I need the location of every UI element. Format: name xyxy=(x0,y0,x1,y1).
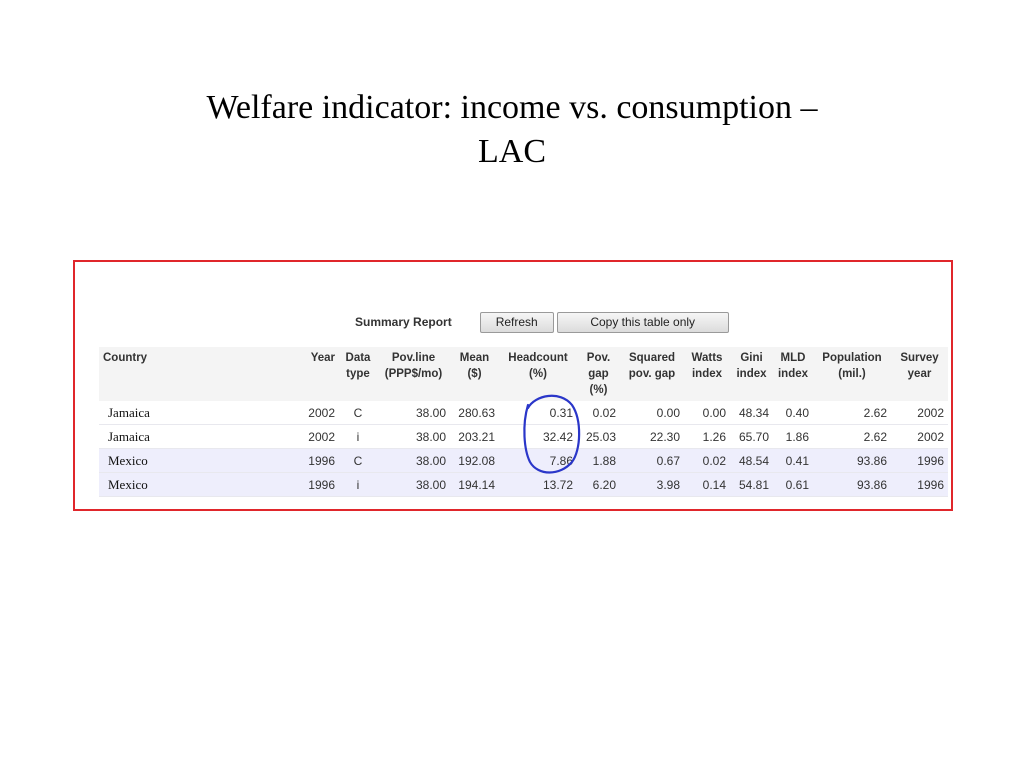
cell-mean: 192.08 xyxy=(450,449,499,473)
cell-population: 2.62 xyxy=(813,401,891,425)
cell-watts-index: 0.14 xyxy=(684,473,730,497)
summary-table xyxy=(99,347,948,497)
cell-population: 93.86 xyxy=(813,473,891,497)
cell-data-type: C xyxy=(339,449,377,473)
cell-headcount: 0.31 xyxy=(499,401,577,425)
report-header xyxy=(355,312,732,332)
slide-title xyxy=(0,86,1024,174)
header-squared-pov-gap: Squared pov. gap xyxy=(620,347,684,401)
header-data-type: Data type xyxy=(339,347,377,401)
cell-pov-line: 38.00 xyxy=(377,449,450,473)
refresh-button[interactable]: Refresh xyxy=(480,312,554,333)
cell-headcount: 32.42 xyxy=(499,425,577,449)
cell-mean: 194.14 xyxy=(450,473,499,497)
cell-year: 1996 xyxy=(299,449,339,473)
cell-population: 93.86 xyxy=(813,449,891,473)
summary-report-label: Summary Report xyxy=(355,315,452,329)
cell-watts-index: 0.00 xyxy=(684,401,730,425)
cell-year: 2002 xyxy=(299,401,339,425)
cell-year: 1996 xyxy=(299,473,339,497)
header-pov-gap: Pov. gap (%) xyxy=(577,347,620,401)
cell-headcount: 13.72 xyxy=(499,473,577,497)
cell-survey-year: 2002 xyxy=(891,425,948,449)
cell-country: Mexico xyxy=(99,449,299,473)
table-row xyxy=(99,449,948,473)
cell-country: Mexico xyxy=(99,473,299,497)
cell-mld-index: 1.86 xyxy=(773,425,813,449)
cell-pov-gap: 6.20 xyxy=(577,473,620,497)
cell-mld-index: 0.40 xyxy=(773,401,813,425)
table-row xyxy=(99,473,948,497)
cell-squared-pov-gap: 0.00 xyxy=(620,401,684,425)
cell-pov-gap: 25.03 xyxy=(577,425,620,449)
header-mld-index: MLD index xyxy=(773,347,813,401)
cell-pov-line: 38.00 xyxy=(377,401,450,425)
header-survey-year: Survey year xyxy=(891,347,948,401)
header-headcount: Headcount (%) xyxy=(499,347,577,401)
cell-pov-line: 38.00 xyxy=(377,425,450,449)
cell-pov-line: 38.00 xyxy=(377,473,450,497)
slide-title-line2: LAC xyxy=(478,133,546,170)
header-country: Country xyxy=(99,347,299,401)
cell-survey-year: 1996 xyxy=(891,449,948,473)
cell-survey-year: 2002 xyxy=(891,401,948,425)
cell-data-type: i xyxy=(339,425,377,449)
cell-data-type: C xyxy=(339,401,377,425)
cell-squared-pov-gap: 3.98 xyxy=(620,473,684,497)
cell-gini-index: 65.70 xyxy=(730,425,773,449)
cell-country: Jamaica xyxy=(99,401,299,425)
cell-gini-index: 48.54 xyxy=(730,449,773,473)
copy-table-button[interactable]: Copy this table only xyxy=(557,312,729,333)
cell-mld-index: 0.41 xyxy=(773,449,813,473)
cell-mean: 280.63 xyxy=(450,401,499,425)
cell-gini-index: 48.34 xyxy=(730,401,773,425)
cell-gini-index: 54.81 xyxy=(730,473,773,497)
cell-pov-gap: 0.02 xyxy=(577,401,620,425)
header-watts-index: Watts index xyxy=(684,347,730,401)
cell-mean: 203.21 xyxy=(450,425,499,449)
cell-data-type: i xyxy=(339,473,377,497)
cell-squared-pov-gap: 22.30 xyxy=(620,425,684,449)
header-population: Population (mil.) xyxy=(813,347,891,401)
cell-watts-index: 0.02 xyxy=(684,449,730,473)
header-year: Year xyxy=(299,347,339,401)
table-row xyxy=(99,401,948,425)
cell-survey-year: 1996 xyxy=(891,473,948,497)
report-screenshot-frame xyxy=(73,260,953,511)
cell-country: Jamaica xyxy=(99,425,299,449)
header-pov-line: Pov.line (PPP$/mo) xyxy=(377,347,450,401)
table-header-row xyxy=(99,347,948,401)
cell-squared-pov-gap: 0.67 xyxy=(620,449,684,473)
cell-watts-index: 1.26 xyxy=(684,425,730,449)
cell-population: 2.62 xyxy=(813,425,891,449)
cell-headcount: 7.86 xyxy=(499,449,577,473)
table-row xyxy=(99,425,948,449)
cell-year: 2002 xyxy=(299,425,339,449)
header-gini-index: Gini index xyxy=(730,347,773,401)
header-mean: Mean ($) xyxy=(450,347,499,401)
cell-pov-gap: 1.88 xyxy=(577,449,620,473)
slide-title-line1: Welfare indicator: income vs. consumption – xyxy=(206,89,818,126)
cell-mld-index: 0.61 xyxy=(773,473,813,497)
